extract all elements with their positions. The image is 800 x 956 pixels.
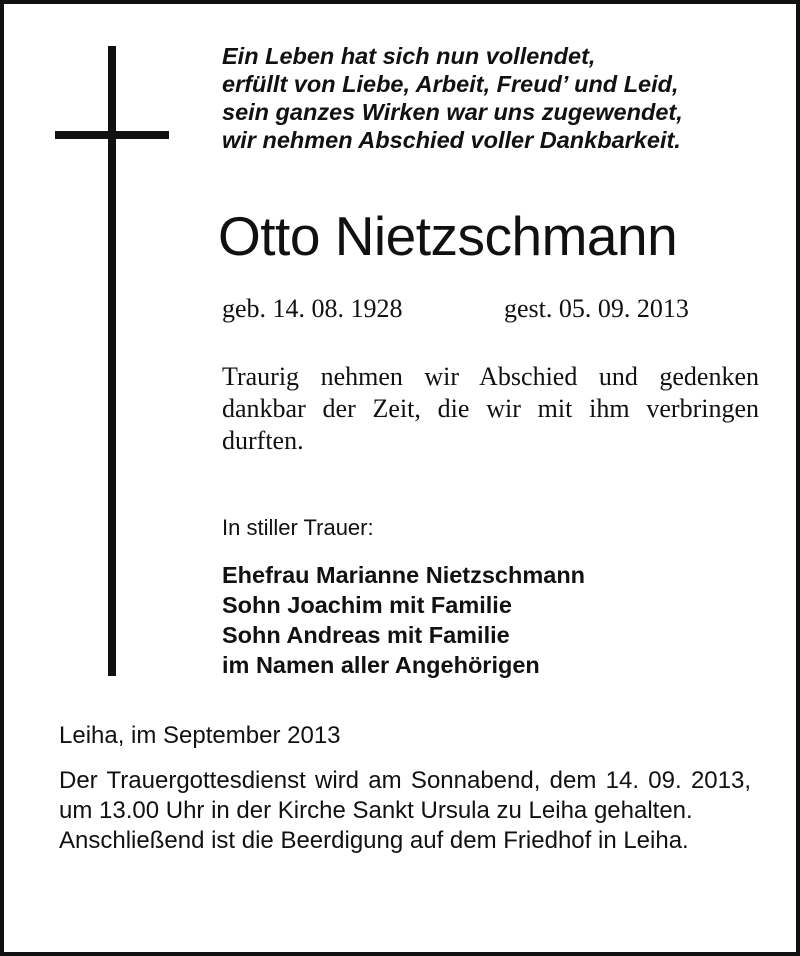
service-text: Der Trauergottesdienst wird am Sonnabend, dem 14. 09. 2013, um 13.00 Uhr in der Kirche Sankt Ursula zu Leiha gehalten. (59, 767, 751, 824)
in-quiet-grief-label: In stiller Trauer: (222, 515, 374, 540)
family-member: Sohn Andreas mit Familie (222, 622, 510, 648)
family-list (222, 560, 585, 680)
family-member: Sohn Joachim mit Familie (222, 592, 512, 618)
poem-line: sein ganzes Wirken war uns zugewendet, (222, 99, 683, 125)
cross-icon-vertical (108, 46, 116, 676)
burial-text: Anschließend ist die Beerdigung auf dem Friedhof in Leiha. (59, 827, 689, 854)
family-member: im Namen aller Angehörigen (222, 652, 540, 678)
poem-line: Ein Leben hat sich nun vollendet, (222, 43, 596, 69)
place-date: Leiha, im September 2013 (59, 722, 341, 749)
family-member: Ehefrau Marianne Nietzschmann (222, 562, 586, 588)
service-info (59, 766, 751, 856)
memorial-poem (222, 42, 782, 154)
mourning-text: Traurig nehmen wir Abschied und gedenken dankbar der Zeit, die wir mit ihm verbringen durften. (222, 362, 759, 455)
poem-line: wir nehmen Abschied voller Dankbarkeit. (222, 127, 681, 153)
cross-icon-horizontal (55, 131, 169, 139)
death-date: gest. 05. 09. 2013 (504, 294, 689, 323)
poem-line: erfüllt von Liebe, Arbeit, Freud’ und Leid, (222, 71, 679, 97)
birth-date: geb. 14. 08. 1928 (222, 294, 403, 323)
deceased-name: Otto Nietzschmann (218, 205, 678, 267)
